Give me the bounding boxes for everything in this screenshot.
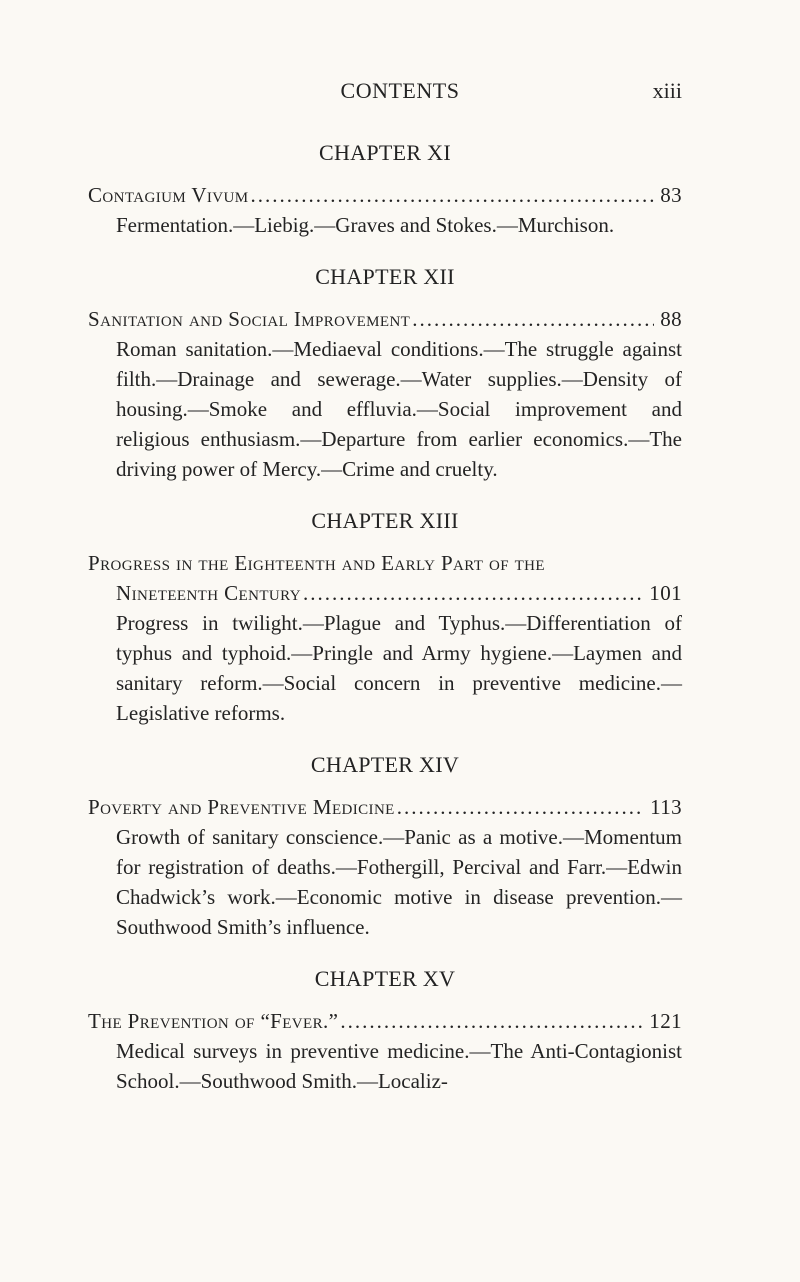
chapter-page-number: 113 <box>650 795 682 819</box>
chapter-heading: CHAPTER XIII <box>311 508 459 533</box>
chapter-page-number: 83 <box>660 183 682 207</box>
chapter-page-number: 121 <box>649 1009 682 1033</box>
chapter-xii <box>88 262 682 484</box>
dot-leader <box>397 792 644 822</box>
chapter-xv <box>88 964 682 1096</box>
chapter-title-line2: Nineteenth Century <box>116 581 301 605</box>
toc-entry <box>88 1006 682 1036</box>
chapter-title: Sanitation and Social Improvement <box>88 307 411 331</box>
chapter-heading: CHAPTER XII <box>315 264 455 289</box>
dot-leader <box>303 578 643 608</box>
toc-entry <box>88 304 682 334</box>
chapter-title-line1: Progress in the Eighteenth and Early Part of the <box>88 551 545 575</box>
chapter-heading: CHAPTER XI <box>319 140 451 165</box>
chapter-xi <box>88 138 682 240</box>
chapter-title: Contagium Vivum <box>88 183 249 207</box>
page-number: xiii <box>652 78 682 103</box>
toc-entry <box>88 578 682 608</box>
chapter-xiii <box>88 506 682 728</box>
running-head <box>0 74 800 104</box>
contents-list <box>88 138 682 1118</box>
dot-leader <box>340 1006 643 1036</box>
dot-leader <box>251 180 655 210</box>
chapter-title: The Prevention of “Fever.” <box>88 1009 339 1033</box>
dot-leader <box>412 304 654 334</box>
chapter-page-number: 101 <box>649 581 682 605</box>
toc-entry <box>88 180 682 210</box>
chapter-summary: Medical surveys in preventive medicine.—The Anti-Contagionist School.—Southwood Smith.—Localiz- <box>116 1039 682 1093</box>
chapter-summary: Progress in twilight.—Plague and Typhus.—Differentiation of typhus and typhoid.—Pringle and Army hygiene.—Laymen and sanitary reform.—Social concern in preventive medicine.—Legislative reforms. <box>116 611 682 725</box>
chapter-heading: CHAPTER XV <box>314 966 456 991</box>
toc-entry <box>88 792 682 822</box>
chapter-heading: CHAPTER XIV <box>310 752 460 777</box>
chapter-page-number: 88 <box>660 307 682 331</box>
running-head-title: CONTENTS <box>340 78 460 103</box>
chapter-summary: Roman sanitation.—Mediaeval conditions.—The struggle against filth.—Drainage and sewerage.—Water supplies.—Density of housing.—Smoke and effluvia.—Social improvement and religious enthusiasm.—Departure from earlier economics.—The driving power of Mercy.—Crime and cruelty. <box>116 337 682 481</box>
chapter-summary: Growth of sanitary conscience.—Panic as a motive.—Momentum for registration of deaths.—Fothergill, Percival and Farr.—Edwin Chadwick’s work.—Economic motive in disease prevention.—Southwood Smith’s influence. <box>116 825 682 939</box>
chapter-xiv <box>88 750 682 942</box>
chapter-title: Poverty and Preventive Medicine <box>88 795 395 819</box>
chapter-summary: Fermentation.—Liebig.—Graves and Stokes.—Murchison. <box>116 213 615 237</box>
